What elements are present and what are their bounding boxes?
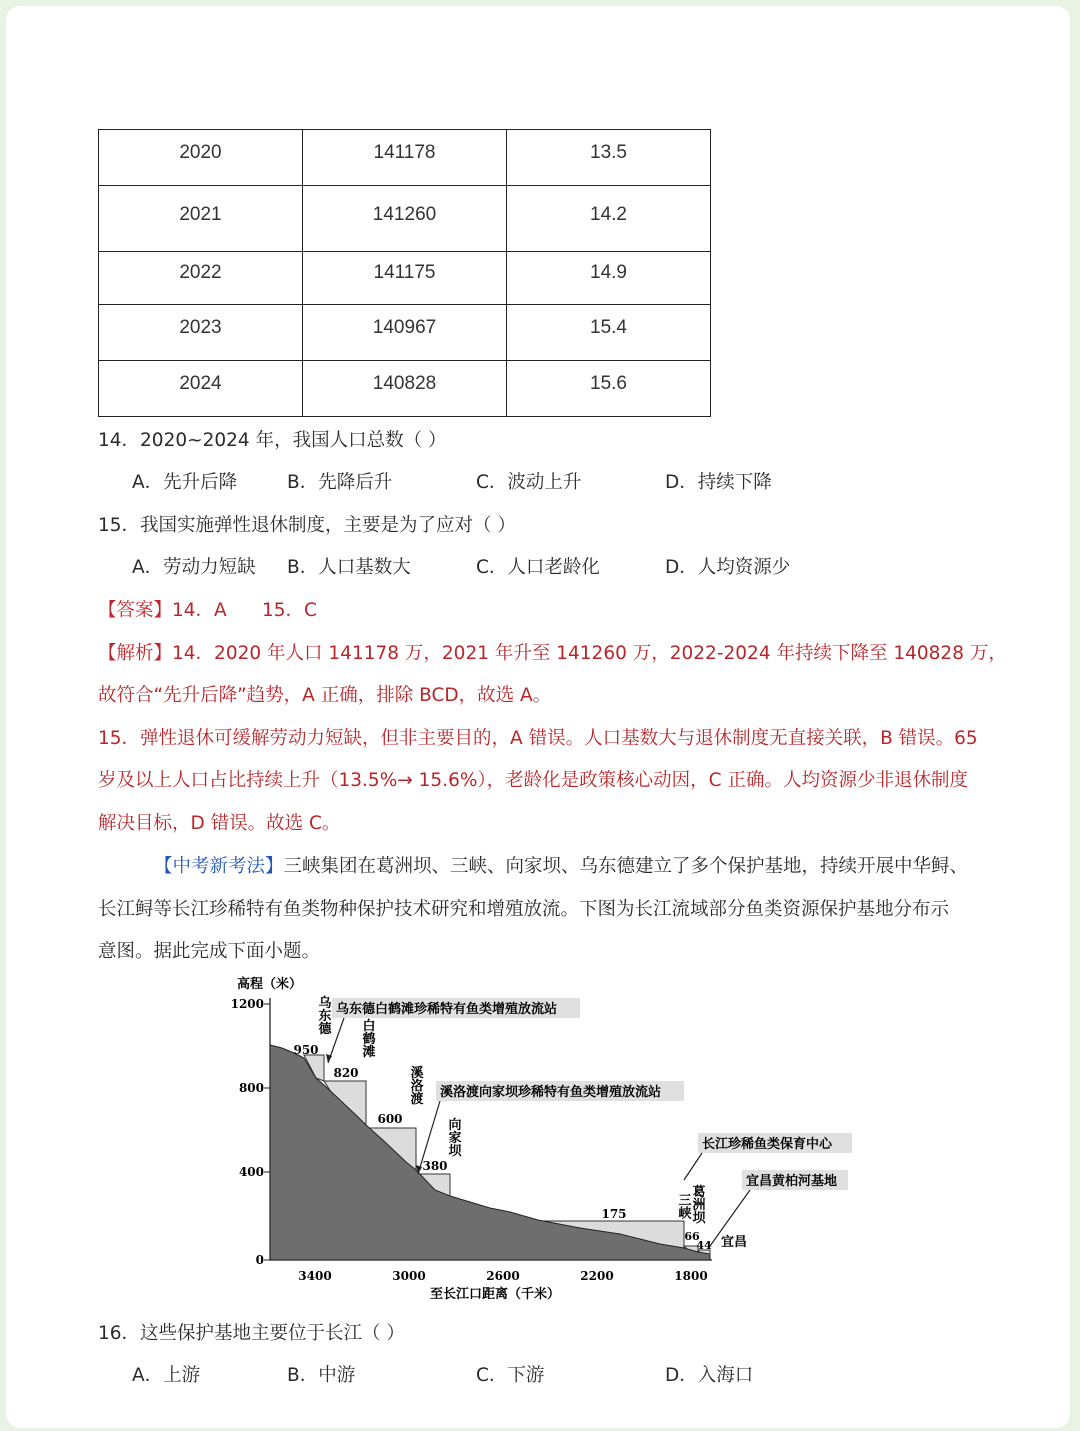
dam-label: 葛洲坝 — [689, 1184, 705, 1224]
x-axis-label: 至长江口距离（千米） — [429, 1287, 561, 1302]
population-table — [98, 129, 711, 417]
table-row — [99, 130, 711, 186]
analysis-line-5: 解决目标，D 错误。故选 C。 — [98, 813, 341, 834]
y-axis-label: 高程（米） — [236, 977, 302, 992]
intro-tag: 【中考新考法】 — [154, 856, 284, 877]
yangtze-profile-figure — [220, 968, 870, 1308]
option-c[interactable]: C．下游 — [476, 1365, 545, 1386]
y-tick-label: 1200 — [230, 997, 264, 1011]
intro-line-2: 长江鲟等长江珍稀特有鱼类物种保护技术研究和增殖放流。下图为长江流域部分鱼类资源保护基地分布示 — [98, 899, 950, 920]
level-label: 600 — [377, 1112, 403, 1126]
table-cell-population: 140828 — [303, 360, 507, 416]
level-label: 820 — [333, 1066, 359, 1080]
option-d[interactable]: D．入海口 — [665, 1365, 754, 1386]
y-tick-label: 800 — [238, 1081, 264, 1095]
option-a[interactable]: A．劳动力短缺 — [132, 557, 256, 578]
dam-label: 三峡 — [675, 1193, 691, 1219]
table-cell-population: 141260 — [303, 186, 507, 252]
answer-line — [98, 596, 317, 622]
level-label: 44 — [696, 1239, 712, 1252]
dam-label: 向家坝 — [445, 1117, 461, 1157]
table-row — [99, 360, 711, 416]
question-14-options — [98, 468, 998, 498]
x-tick-label: 1800 — [674, 1269, 708, 1283]
question-16-options — [98, 1361, 998, 1391]
analysis-line-4: 岁及以上人口占比持续上升（13.5%→ 15.6%），老龄化是政策核心动因，C 正确。人均资源少非退休制度 — [98, 770, 968, 791]
analysis-line-2: 故符合“先升后降”趋势，A 正确，排除 BCD，故选 A。 — [98, 685, 552, 706]
question-14-stem: 14．2020~2024 年，我国人口总数（ ） — [98, 430, 447, 451]
table-row — [99, 251, 711, 304]
analysis-line-1 — [98, 639, 1007, 665]
table-cell-ratio: 14.2 — [507, 186, 711, 252]
level-label: 66 — [684, 1230, 700, 1243]
option-b[interactable]: B．先降后升 — [287, 472, 393, 493]
option-d[interactable]: D．持续下降 — [665, 472, 772, 493]
x-tick-label: 3000 — [392, 1269, 426, 1283]
table-cell-ratio: 14.9 — [507, 251, 711, 304]
option-a[interactable]: A．先升后降 — [132, 472, 238, 493]
table-cell-year: 2020 — [99, 130, 303, 186]
x-tick-label: 2200 — [580, 1269, 614, 1283]
level-label: 950 — [293, 1043, 319, 1057]
answer-tag: 【答案】 — [98, 600, 173, 621]
table-cell-population: 141178 — [303, 130, 507, 186]
dam-label: 乌东德 — [315, 995, 331, 1035]
dam-label: 白鹤滩 — [359, 1018, 375, 1058]
intro-text: 三峡集团在葛洲坝、三峡、向家坝、乌东德建立了多个保护基地，持续开展中华鲟、 — [283, 856, 969, 877]
level-label: 380 — [422, 1159, 448, 1173]
table-cell-year: 2024 — [99, 360, 303, 416]
table-cell-ratio: 15.6 — [507, 360, 711, 416]
option-c[interactable]: C．人口老龄化 — [476, 557, 600, 578]
place-label: 宜昌 — [720, 1235, 748, 1250]
table-row — [99, 304, 711, 360]
option-b[interactable]: B．人口基数大 — [287, 557, 411, 578]
answer-text: 14．A 15．C — [172, 600, 317, 621]
callout-label: 乌东德白鹤滩珍稀特有鱼类增殖放流站 — [336, 1002, 558, 1017]
table-cell-population: 141175 — [303, 251, 507, 304]
analysis-tag: 【解析】 — [98, 643, 173, 664]
table-cell-year: 2021 — [99, 186, 303, 252]
option-a[interactable]: A．上游 — [132, 1365, 201, 1386]
table-cell-ratio: 15.4 — [507, 304, 711, 360]
table-cell-population: 140967 — [303, 304, 507, 360]
analysis-line-3: 15．弹性退休可缓解劳动力短缺，但非主要目的，A 错误。人口基数大与退休制度无直接关联，B 错误。65 — [98, 728, 978, 749]
option-d[interactable]: D．人均资源少 — [665, 557, 791, 578]
callout-label: 长江珍稀鱼类保育中心 — [702, 1137, 833, 1152]
callout-pointer — [684, 1153, 702, 1180]
question-16-stem: 16．这些保护基地主要位于长江（ ） — [98, 1323, 405, 1344]
intro-line-1 — [154, 852, 968, 878]
question-15-options — [98, 553, 998, 583]
callout-label: 宜昌黄柏河基地 — [746, 1174, 838, 1189]
y-tick-label: 400 — [238, 1165, 264, 1179]
callout-label: 溪洛渡向家坝珍稀特有鱼类增殖放流站 — [440, 1085, 662, 1100]
table-cell-year: 2022 — [99, 251, 303, 304]
analysis-text: 14．2020 年人口 141178 万，2021 年升至 141260 万，2022-2024 年持续下降至 140828 万， — [172, 643, 1007, 664]
question-15-stem: 15．我国实施弹性退休制度，主要是为了应对（ ） — [98, 515, 516, 536]
option-c[interactable]: C．波动上升 — [476, 472, 582, 493]
table-cell-ratio: 13.5 — [507, 130, 711, 186]
x-tick-label: 3400 — [298, 1269, 332, 1283]
table-cell-year: 2023 — [99, 304, 303, 360]
option-b[interactable]: B．中游 — [287, 1365, 356, 1386]
x-tick-label: 2600 — [486, 1269, 520, 1283]
level-label: 175 — [601, 1207, 627, 1221]
y-tick-label: 0 — [255, 1253, 264, 1267]
table-row — [99, 186, 711, 252]
dam-label: 溪洛渡 — [407, 1065, 423, 1105]
intro-line-3: 意图。据此完成下面小题。 — [98, 941, 321, 962]
